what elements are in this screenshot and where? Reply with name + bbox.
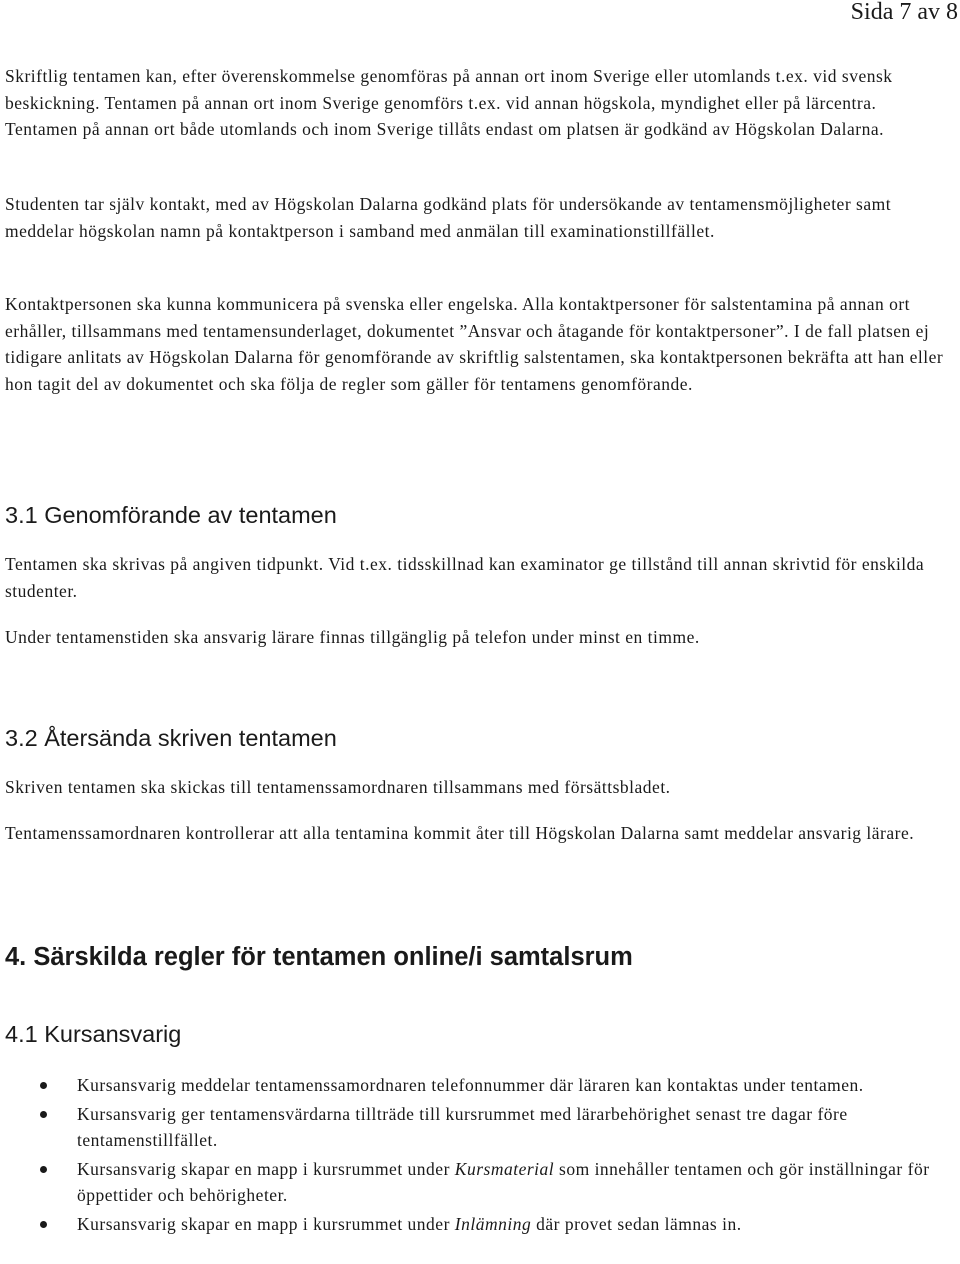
paragraph-kontrollerar: Tentamenssamordnaren kontrollerar att alla tentamina kommit åter till Högskolan Dalarna samt meddelar ansvarig lärare. — [5, 823, 915, 843]
bullet-icon — [40, 1221, 47, 1228]
list-item-text-pre: Kursansvarig skapar en mapp i kursrummet under — [77, 1213, 455, 1234]
list-item-text: Kursansvarig ger tentamensvärdarna tillträde till kursrummet med lärarbehörighet senast tre dagar före tentamenstillfället. — [77, 1103, 848, 1150]
paragraph-ansvarig-larare: Under tentamenstiden ska ansvarig lärare finnas tillgänglig på telefon under minst en timme. — [5, 627, 700, 647]
list-item — [0, 1072, 957, 1099]
heading-3-2: 3.2 Återsända skriven tentamen — [5, 725, 337, 751]
paragraph-studenten-kontakt: Studenten tar själv kontakt, med av Högskolan Dalarna godkänd plats för undersökande av tentamensmöjligheter samt meddelar högskolan namn på kontaktperson i samband med anmälan till examinationstillfället. — [5, 194, 892, 241]
list-item-text: Kursansvarig meddelar tentamenssamordnaren telefonnummer där läraren kan kontaktas under tentamen. — [77, 1075, 864, 1095]
heading-3-1: 3.1 Genomförande av tentamen — [5, 502, 337, 528]
list-item-text-post: som innehåller tentamen och gör inställningar för öppettider och behörigheter. — [77, 1158, 930, 1205]
bullet-icon — [40, 1111, 47, 1118]
paragraph-kontaktpersonen: Kontaktpersonen ska kunna kommunicera på svenska eller engelska. Alla kontaktpersoner för salstentamina på annan ort erhåller, tillsammans med tentamensunderlaget, dokumentet ”Ansvar och åtagande för kontaktpersoner”. I de fall platsen ej tidigare anlitats av Högskolan Dalarna för genomförande av skriftlig salstentamen, ska kontaktpersonen bekräfta att han eller hon tagit del av dokumentet och ska följa de regler som gäller för tentamens genomförande. — [5, 294, 944, 394]
paragraph-tidpunkt: Tentamen ska skrivas på angiven tidpunkt. Vid t.ex. tidsskillnad kan examinator ge tillstånd till annan skrivtid för enskilda studenter. — [5, 554, 925, 601]
paragraph-skickas: Skriven tentamen ska skickas till tentamenssamordnaren tillsammans med försättsbladet. — [5, 777, 671, 797]
paragraph-annan-ort: Skriftlig tentamen kan, efter överenskommelse genomföras på annan ort inom Sverige eller utomlands t.ex. vid svensk beskickning. Tentamen på annan ort inom Sverige genomförs t.ex. vid annan högskola, myndighet eller på lärcentra. Tentamen på annan ort både utomlands och inom Sverige tillåts endast om platsen är godkänd av Högskolan Dalarna. — [5, 66, 893, 139]
bullet-icon — [40, 1166, 47, 1173]
bullet-list-kursansvarig — [0, 1072, 960, 1239]
page-number: Sida 7 av 8 — [850, 0, 958, 25]
list-item — [0, 1211, 957, 1238]
list-item — [0, 1156, 957, 1209]
folder-name-kursmaterial: Kursmaterial — [454, 1158, 555, 1179]
bullet-icon — [40, 1082, 47, 1089]
folder-name-inlamning: Inlämning — [454, 1213, 532, 1234]
heading-4: 4. Särskilda regler för tentamen online/i samtalsrum — [5, 943, 633, 971]
list-item — [0, 1101, 957, 1154]
list-item-text-pre: Kursansvarig skapar en mapp i kursrummet under — [77, 1158, 455, 1179]
heading-4-1: 4.1 Kursansvarig — [5, 1021, 182, 1047]
list-item-text-post: där provet sedan lämnas in. — [531, 1213, 742, 1234]
